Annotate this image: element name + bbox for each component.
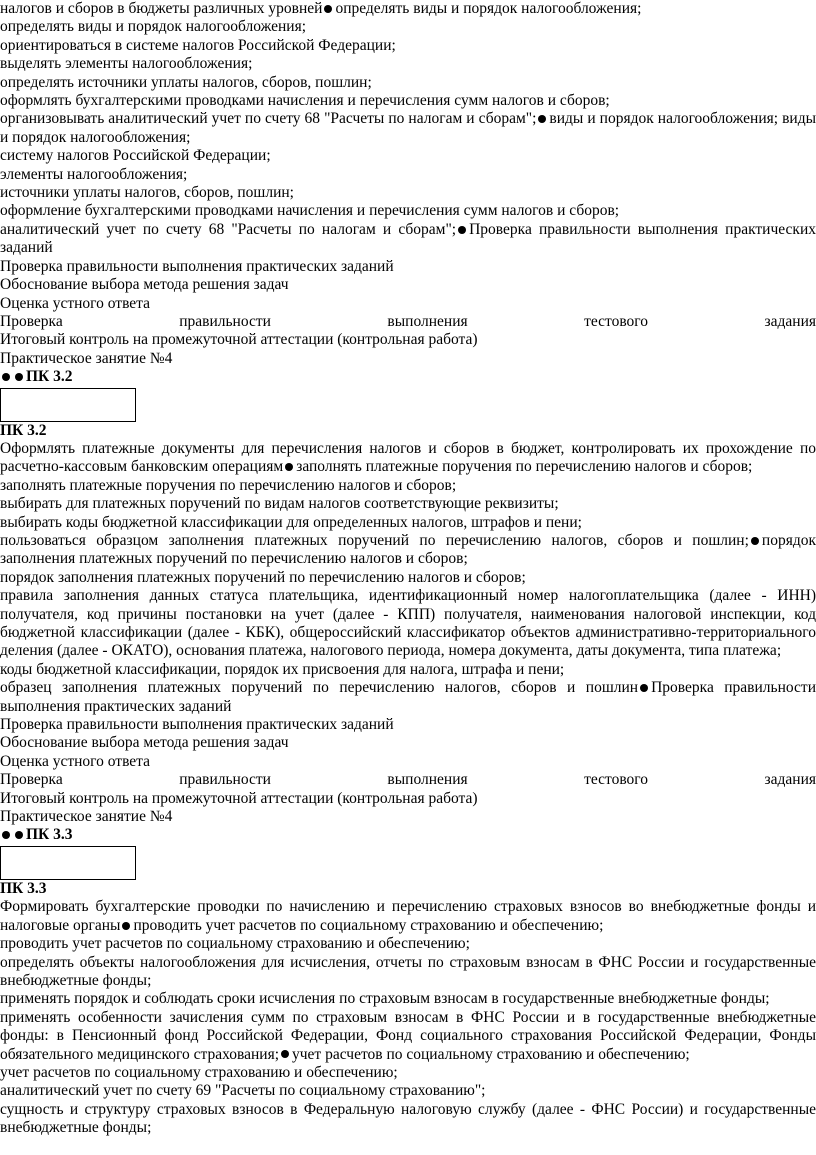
section-heading: ПК 3.3: [0, 879, 47, 897]
text-span: организовывать аналитический учет по счету 68 "Расчеты по налогам и сборам";: [0, 110, 537, 128]
text-span: образец заполнения платежных поручений по перечислению налогов, сборов и пошлин: [0, 679, 639, 697]
text-span: налогов и сборов в бюджеты различных уровней: [0, 0, 323, 17]
text-line: систему налогов Российской Федерации;: [0, 147, 271, 165]
text-line: учет расчетов по социальному страхованию и обеспечению;: [0, 1063, 398, 1081]
bullet-icon: [751, 537, 759, 545]
bullet-icon: [458, 226, 466, 234]
bullet-icon: [285, 463, 293, 471]
bullet-icon: [2, 373, 10, 381]
text-line: Проверка правильности выполнения тестового задания: [0, 312, 816, 330]
text-span: пользоваться образцом заполнения платежных поручений по перечислению налогов, сборов и пошлин;: [0, 531, 749, 549]
text-span: ПК 3.2: [26, 368, 73, 386]
text-line: определять объекты налогообложения для исчисления, отчеты по страховым взносам в ФНС России и государственные внебюджетные фонды;: [0, 953, 816, 989]
text-line: [0, 0, 816, 18]
text-line: выбирать для платежных поручений по видам налогов соответствующие реквизиты;: [0, 495, 559, 513]
text-line: [0, 898, 816, 935]
section-heading: ПК 3.2: [0, 421, 47, 439]
text-span: порядок заполнения платежных поручений по перечислению налогов и сборов;: [0, 531, 816, 568]
text-span: определять виды и порядок налогообложения;: [335, 0, 642, 17]
text-line: Обоснование выбора метода решения задач: [0, 734, 289, 752]
text-span: применять особенности зачисления сумм по страховым взносам в ФНС России и в государственные внебюджетные фонды: в Пенсионный фонд Российской Федерации, Фонд социального страхования Российской Федерации, Фонды обязательного медицинского страхования;: [0, 1008, 816, 1063]
text-span: ПК 3.3: [26, 826, 73, 844]
bullet-icon: [281, 1050, 289, 1058]
text-line: [0, 440, 816, 477]
text-span: Проверка правильности выполнения практических заданий: [0, 679, 816, 715]
section-heading: [0, 368, 816, 386]
text-span: проводить учет расчетов по социальному страхованию и обеспечению;: [133, 916, 604, 934]
text-line: оформлять бухгалтерскими проводками начисления и перечисления сумм налогов и сборов;: [0, 92, 610, 110]
text-line: порядок заполнения платежных поручений по перечислению налогов и сборов;: [0, 568, 526, 586]
text-line: Итоговый контроль на промежуточной аттестации (контрольная работа): [0, 331, 478, 349]
text-line: применять порядок и соблюдать сроки исчисления по страховым взносам в государственные внебюджетные фонды;: [0, 990, 770, 1008]
text-span: заполнять платежные поручения по перечислению налогов и сборов;: [296, 458, 753, 476]
text-line: Проверка правильности выполнения практических заданий: [0, 716, 394, 734]
text-span: Оформлять платежные документы для перечисления налогов и сборов в бюджет, контролировать их прохождение по расчетно-кассовым банковским операциям: [0, 439, 816, 476]
empty-box: [0, 846, 136, 880]
text-line: Оценка устного ответа: [0, 752, 151, 770]
text-line: правила заполнения данных статуса плательщика, идентификационный номер налогоплательщика (далее - ИНН) получателя, код причины постановки на учет (далее - КПП) получателя, наименования налоговой инспекции, код бюджетной классификации (далее - КБК), общероссийский классификатор объектов административно-территориального деления (далее - ОКАТО), основания платежа, налогового периода, номера документа, даты документа, типа платежа;: [0, 587, 816, 660]
text-line: Практическое занятие №4: [0, 808, 173, 826]
text-line: [0, 221, 816, 258]
bullet-icon: [15, 373, 23, 381]
text-span: учет расчетов по социальному страхованию и обеспечению;: [292, 1045, 690, 1063]
bullet-icon: [640, 684, 648, 692]
text-line: [0, 679, 816, 716]
bullet-icon: [2, 831, 10, 839]
text-line: сущность и структуру страховых взносов в Федеральную налоговую службу (далее - ФНС России) и государственные внебюджетные фонды;: [0, 1100, 816, 1137]
text-line: выбирать коды бюджетной классификации для определенных налогов, штрафов и пени;: [0, 513, 582, 531]
text-span: аналитический учет по счету 68 "Расчеты по налогам и сборам";: [0, 220, 457, 238]
text-line: определять виды и порядок налогообложения;: [0, 18, 307, 36]
text-line: Обоснование выбора метода решения задач: [0, 276, 289, 294]
empty-box: [0, 388, 136, 422]
section-heading: [0, 826, 816, 844]
text-line: элементы налогообложения;: [0, 165, 188, 183]
text-line: заполнять платежные поручения по перечислению налогов и сборов;: [0, 476, 457, 494]
bullet-icon: [324, 5, 332, 13]
text-line: проводить учет расчетов по социальному страхованию и обеспечению;: [0, 935, 470, 953]
text-line: выделять элементы налогообложения;: [0, 55, 253, 73]
text-line: коды бюджетной классификации, порядок их присвоения для налога, штрафа и пени;: [0, 660, 565, 678]
bullet-icon: [122, 922, 130, 930]
text-line: [0, 1009, 816, 1064]
text-line: ориентироваться в системе налогов Российской Федерации;: [0, 36, 396, 54]
text-span: Проверка правильности выполнения практических заданий: [0, 220, 816, 257]
bullet-icon: [538, 115, 546, 123]
text-span: виды и порядок налогообложения; виды и порядок налогообложения;: [0, 110, 816, 146]
text-line: [0, 532, 816, 569]
text-line: [0, 110, 816, 147]
text-line: оформление бухгалтерскими проводками начисления и перечисления сумм налогов и сборов;: [0, 202, 620, 220]
text-line: аналитический учет по счету 69 "Расчеты по социальному страхованию";: [0, 1082, 486, 1100]
text-line: Итоговый контроль на промежуточной аттестации (контрольная работа): [0, 789, 478, 807]
text-line: Проверка правильности выполнения практических заданий: [0, 257, 394, 275]
text-line: источники уплаты налогов, сборов, пошлин;: [0, 184, 294, 202]
text-line: Практическое занятие №4: [0, 349, 173, 367]
bullet-icon: [15, 831, 23, 839]
text-span: Формировать бухгалтерские проводки по начислению и перечислению страховых взносов во внебюджетные фонды и налоговые органы: [0, 898, 816, 934]
text-line: определять источники уплаты налогов, сборов, пошлин;: [0, 73, 372, 91]
text-line: Проверка правильности выполнения тестового задания: [0, 771, 816, 789]
text-line: Оценка устного ответа: [0, 294, 151, 312]
